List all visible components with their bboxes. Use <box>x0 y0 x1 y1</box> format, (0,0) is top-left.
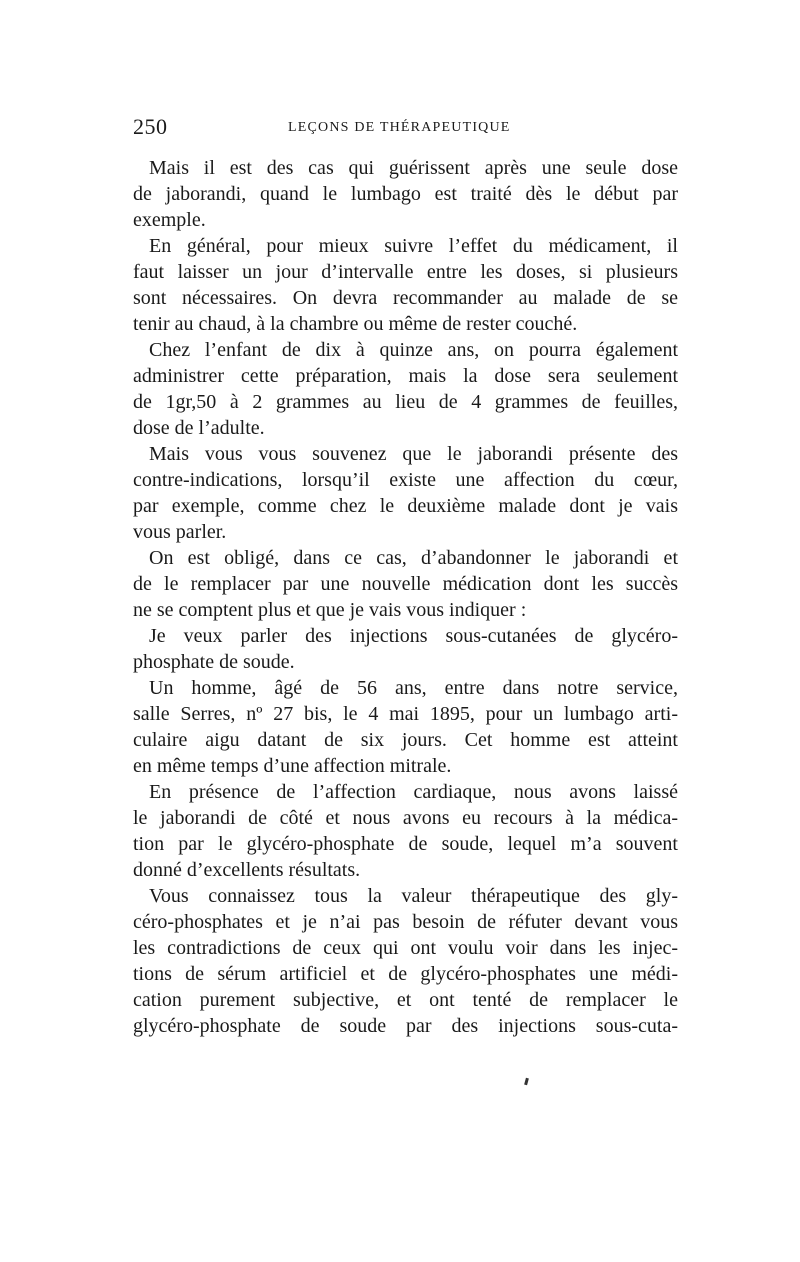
text-line: de 1gr,50 à 2 grammes au lieu de 4 grammes de feuilles, <box>133 391 678 413</box>
text-line: salle Serres, nº 27 bis, le 4 mai 1895, pour un lumbago arti- <box>133 703 678 725</box>
text-line: Je veux parler des injections sous-cutanées de glycéro- <box>149 625 678 647</box>
text-line: tenir au chaud, à la chambre ou même de rester couché. <box>133 313 578 335</box>
text-line: sont nécessaires. On devra recommander au malade de se <box>133 287 678 309</box>
text-line: On est obligé, dans ce cas, d’abandonner le jaborandi et <box>149 547 678 569</box>
text-line: par exemple, comme chez le deuxième malade dont je vais <box>133 495 678 517</box>
running-head <box>133 114 678 144</box>
text-line: ne se comptent plus et que je vais vous indiquer : <box>133 599 527 621</box>
paragraph <box>133 337 678 441</box>
paragraph <box>133 779 678 883</box>
print-speck <box>524 1078 529 1086</box>
text-line: les contradictions de ceux qui ont voulu voir dans les injec- <box>133 937 678 959</box>
text-line: vous parler. <box>133 521 227 543</box>
text-line: tion par le glycéro-phosphate de soude, lequel m’a souvent <box>133 833 678 855</box>
text-line: Mais vous vous souvenez que le jaborandi présente des <box>149 443 678 465</box>
text-line: tions de sérum artificiel et de glycéro-phosphates une médi- <box>133 963 678 985</box>
page-number: 250 <box>133 114 168 139</box>
text-line: glycéro-phosphate de soude par des injections sous-cuta- <box>133 1015 678 1037</box>
text-line: phosphate de soude. <box>133 651 295 673</box>
text-line: administrer cette préparation, mais la dose sera seulement <box>133 365 678 387</box>
paragraph <box>133 441 678 545</box>
text-line: dose de l’adulte. <box>133 417 265 439</box>
running-title: LEÇONS DE THÉRAPEUTIQUE <box>288 120 511 135</box>
text-line: de jaborandi, quand le lumbago est traité dès le début par <box>133 183 678 205</box>
body-text <box>133 155 678 1039</box>
text-line: Chez l’enfant de dix à quinze ans, on pourra également <box>149 339 678 361</box>
text-line: céro-phosphates et je n’ai pas besoin de réfuter devant vous <box>133 911 678 933</box>
paragraph <box>133 233 678 337</box>
text-line: contre-indications, lorsqu’il existe une affection du cœur, <box>133 469 678 491</box>
paragraph <box>133 545 678 623</box>
text-line: culaire aigu datant de six jours. Cet homme est atteint <box>133 729 678 751</box>
paragraph <box>133 623 678 675</box>
text-line: En présence de l’affection cardiaque, nous avons laissé <box>149 781 678 803</box>
text-line: Mais il est des cas qui guérissent après une seule dose <box>149 157 678 179</box>
paragraph <box>133 155 678 233</box>
text-line: cation purement subjective, et ont tenté de remplacer le <box>133 989 678 1011</box>
paragraph <box>133 883 678 1039</box>
paragraph <box>133 675 678 779</box>
text-line: le jaborandi de côté et nous avons eu recours à la médica- <box>133 807 678 829</box>
text-line: Vous connaissez tous la valeur thérapeutique des gly- <box>149 885 678 907</box>
text-line: exemple. <box>133 209 206 231</box>
text-line: en même temps d’une affection mitrale. <box>133 755 452 777</box>
text-line: En général, pour mieux suivre l’effet du médicament, il <box>149 235 678 257</box>
text-line: donné d’excellents résultats. <box>133 859 361 881</box>
text-line: de le remplacer par une nouvelle médication dont les succès <box>133 573 678 595</box>
text-line: Un homme, âgé de 56 ans, entre dans notre service, <box>149 677 678 699</box>
text-line: faut laisser un jour d’intervalle entre les doses, si plusieurs <box>133 261 678 283</box>
